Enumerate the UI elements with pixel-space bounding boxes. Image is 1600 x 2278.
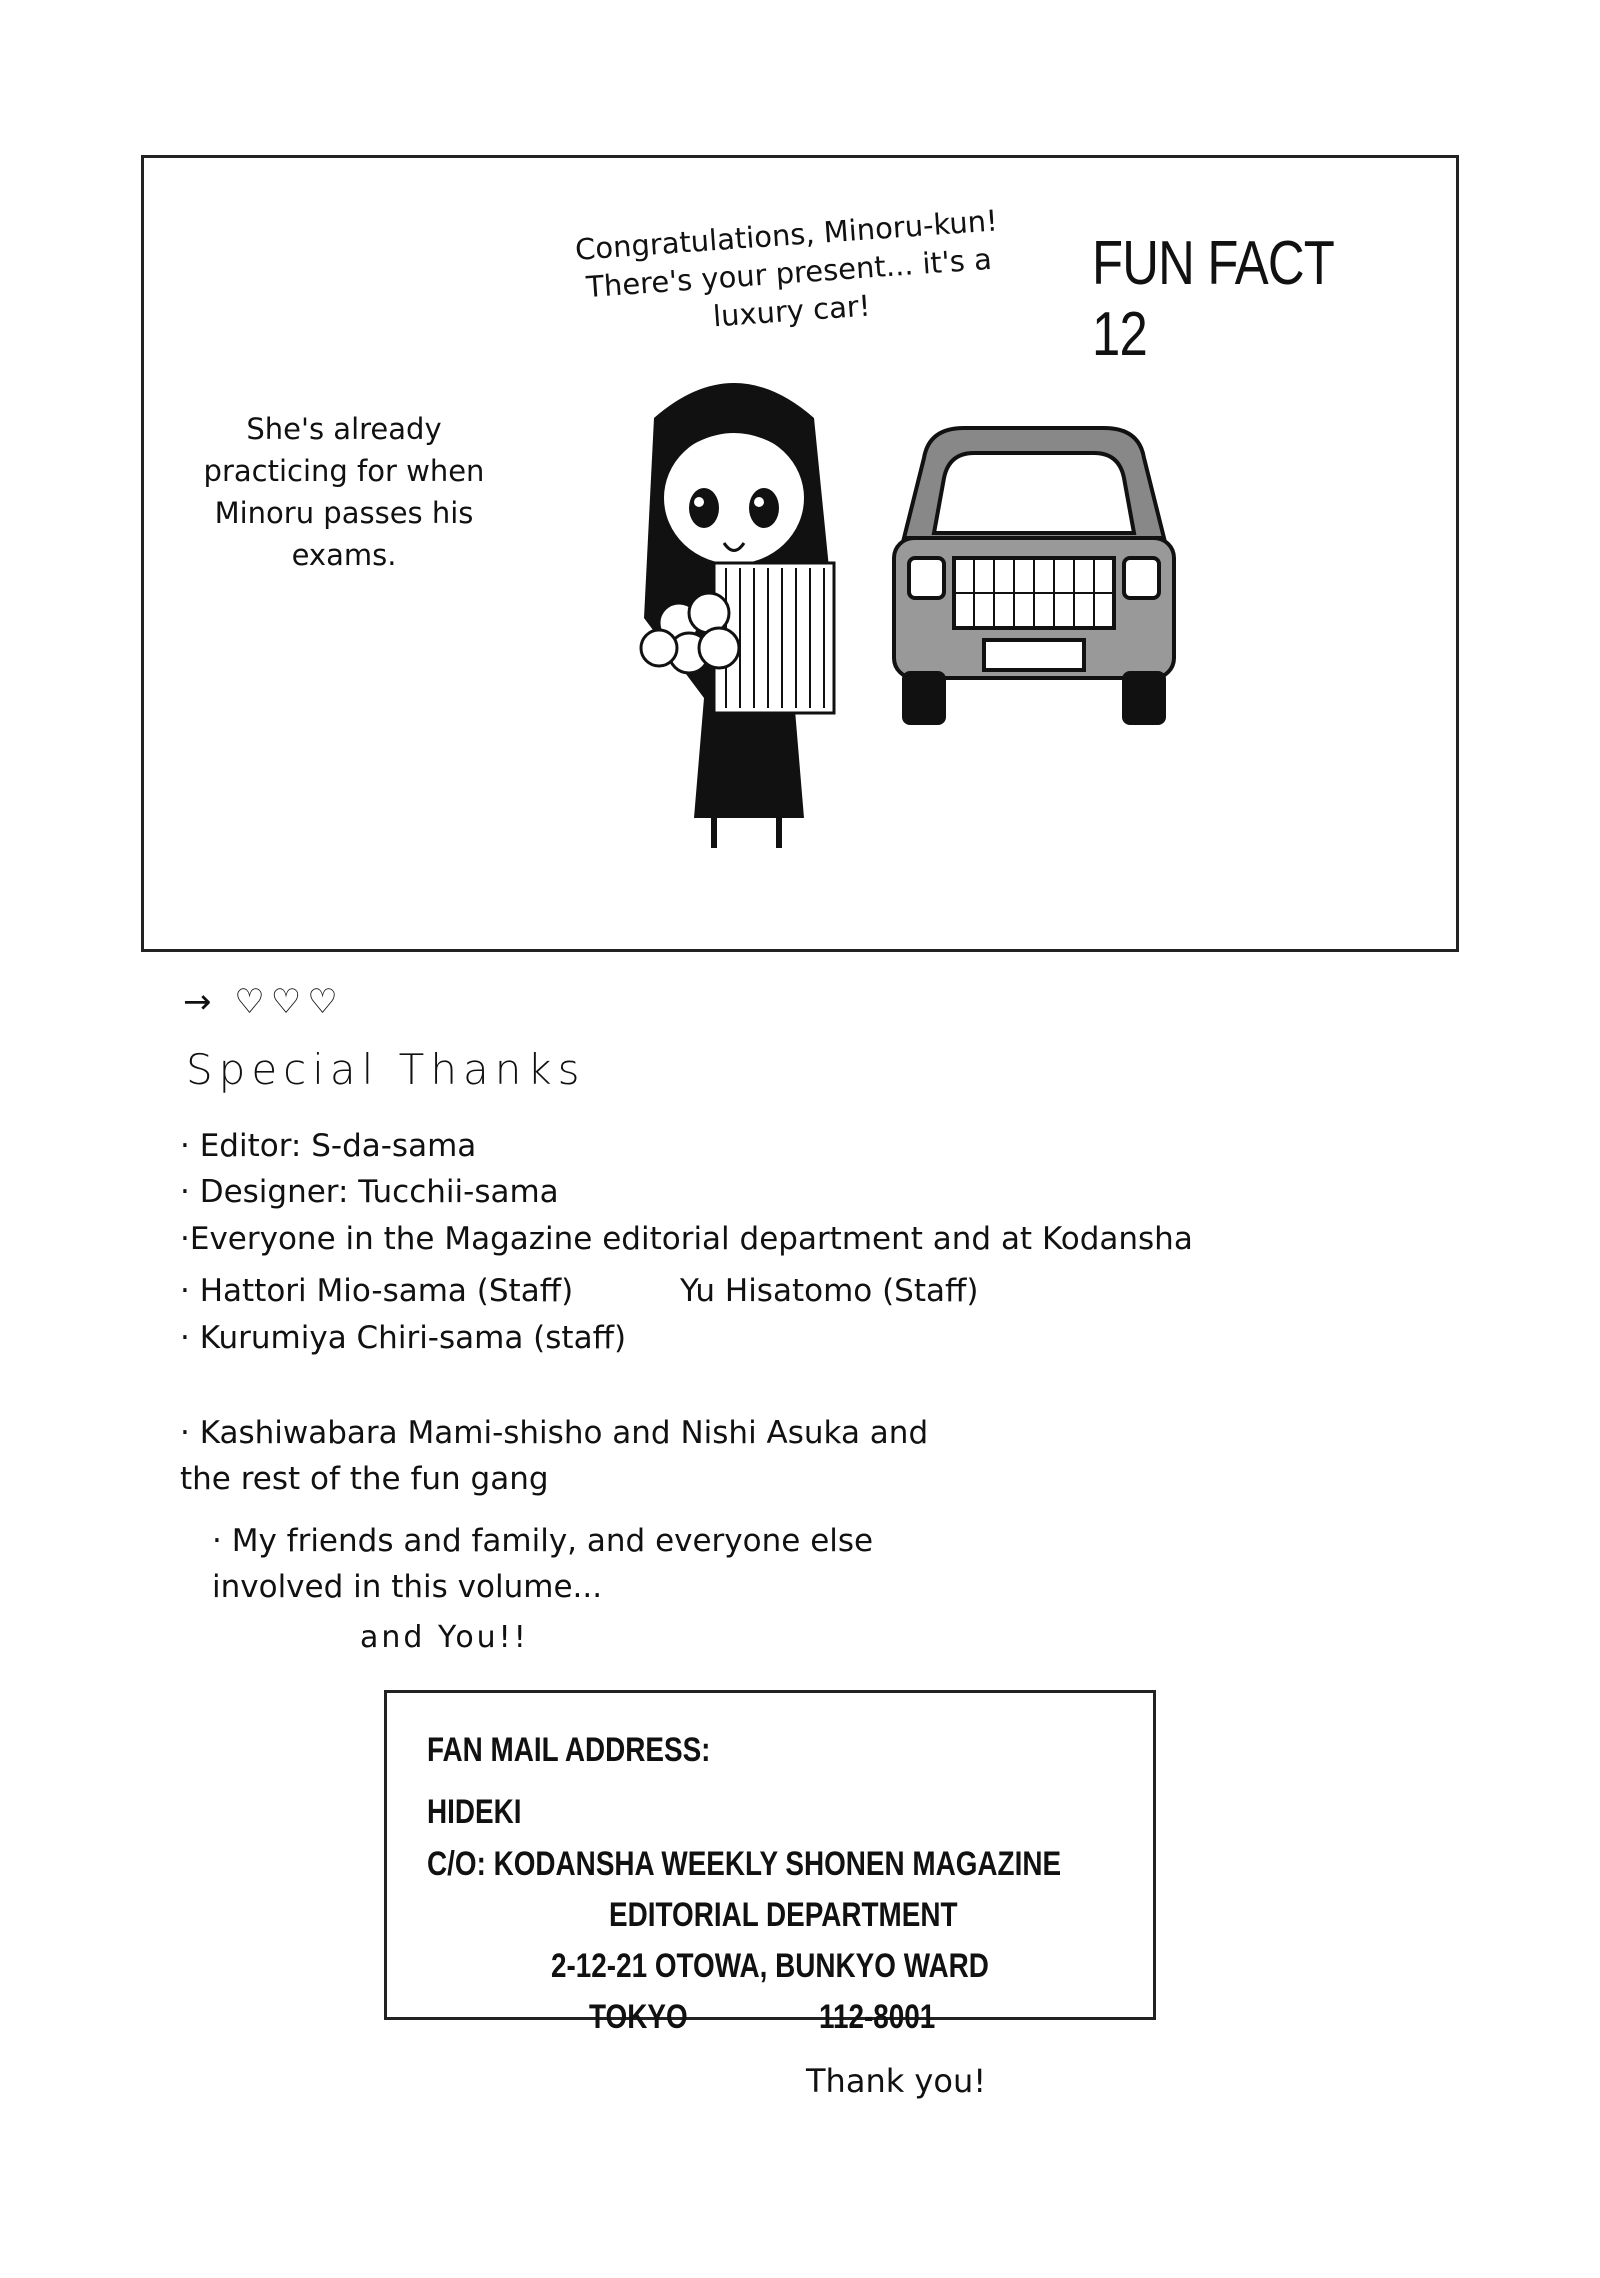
side-note: She's already practicing for when Minoru passes his exams. [203,412,485,572]
special-thanks-title: Special Thanks [186,1045,586,1094]
panel-title: FUN FACT 12 [1092,229,1334,369]
fan-mail-care-of: C/O: KODANSHA WEEKLY SHONEN MAGAZINE [427,1845,1062,1883]
credit-line: · Kashiwabara Mami-shisho and Nishi Asuka and the rest of the fun gang [180,1415,929,1497]
fan-mail-address: 2-12-21 OTOWA, BUNKYO WARD [551,1947,989,1985]
fan-mail-name: HIDEKI [427,1793,522,1831]
fan-mail-heading: FAN MAIL ADDRESS: [427,1731,711,1769]
credit-line: · Editor: S-da-sama [180,1128,477,1164]
fan-mail-box [384,1690,1156,2036]
fan-mail-city: TOKYO [589,1998,688,2036]
credit-line: · My friends and family, and everyone else involved in this volume... [212,1523,874,1605]
closing-thank-you: Thank you! [806,2062,987,2100]
luxury-car [894,428,1174,723]
credit-line: Yu Hisatomo (Staff) [680,1273,979,1309]
and-you-line: and You!! [360,1620,529,1655]
fun-fact-panel [141,155,1459,952]
fan-mail-postal-code: 112-8001 [819,1998,936,2036]
credit-line: · Kurumiya Chiri-sama (staff) [180,1320,627,1356]
credit-line: ·Everyone in the Magazine editorial department and at Kodansha [180,1221,1193,1257]
chibi-girl [641,383,834,848]
speech-bubble: Congratulations, Minoru-kun! There's your present... it's a luxury car! [573,203,999,334]
arrow-hearts-doodle: → ♡♡♡ [183,982,344,1022]
credit-line: · Designer: Tucchii-sama [180,1174,559,1210]
credit-line: · Hattori Mio-sama (Staff) [180,1273,574,1309]
fan-mail-department: EDITORIAL DEPARTMENT [609,1896,958,1934]
chibi-girl-and-car-illustration [584,358,1324,918]
